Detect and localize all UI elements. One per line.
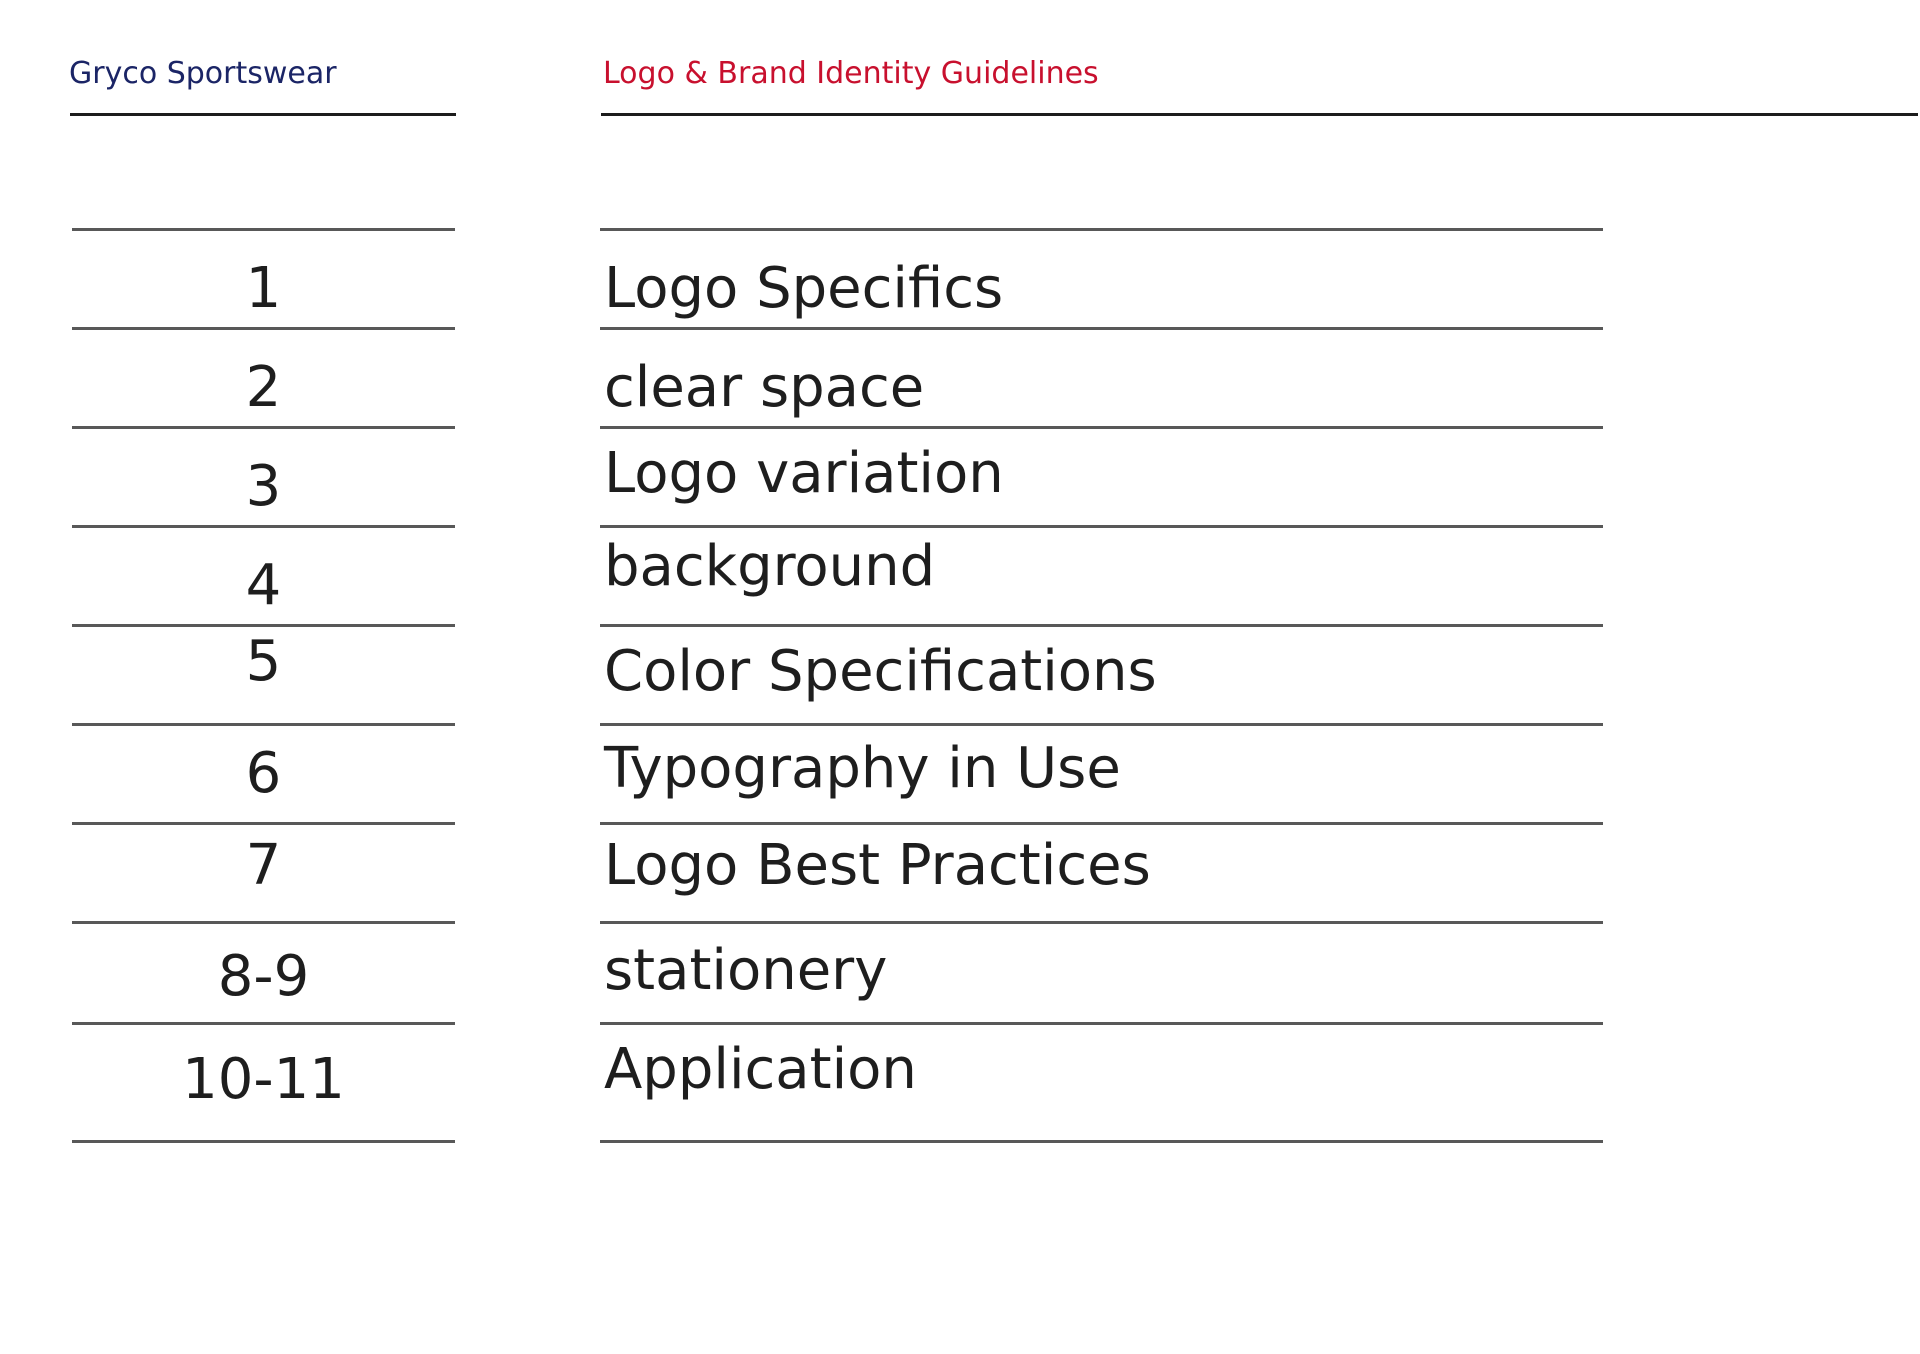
toc-divider <box>72 723 455 726</box>
toc-divider <box>72 1140 455 1143</box>
toc-divider <box>600 723 1603 726</box>
table-of-contents <box>0 228 1920 1140</box>
toc-divider <box>600 624 1603 627</box>
toc-divider <box>600 525 1603 528</box>
toc-divider <box>600 327 1603 330</box>
toc-row <box>0 723 1920 822</box>
toc-row <box>0 525 1920 624</box>
header-divider-left <box>70 113 456 116</box>
toc-divider <box>72 228 455 231</box>
toc-section-title: clear space <box>604 355 925 420</box>
toc-divider <box>600 228 1603 231</box>
toc-section-title: Logo variation <box>604 441 1004 506</box>
toc-divider <box>600 921 1603 924</box>
toc-divider <box>600 1140 1603 1143</box>
toc-page-number: 3 <box>245 454 282 519</box>
toc-page-number: 8-9 <box>217 944 310 1009</box>
brand-name: Gryco Sportswear <box>69 56 337 91</box>
toc-page-number: 5 <box>245 629 282 694</box>
toc-row <box>0 822 1920 921</box>
toc-divider <box>600 426 1603 429</box>
toc-row <box>0 327 1920 426</box>
toc-row <box>0 426 1920 525</box>
toc-page-number: 2 <box>245 355 282 420</box>
document-title: Logo & Brand Identity Guidelines <box>603 56 1099 91</box>
header-divider-right <box>601 113 1918 116</box>
toc-divider <box>72 822 455 825</box>
toc-page-number: 6 <box>245 741 282 806</box>
toc-section-title: Logo Specifics <box>604 256 1004 321</box>
toc-divider <box>72 624 455 627</box>
toc-divider <box>72 426 455 429</box>
toc-row <box>0 228 1920 327</box>
toc-row <box>0 624 1920 723</box>
toc-divider <box>72 327 455 330</box>
toc-divider <box>72 921 455 924</box>
toc-section-title: Color Specifications <box>604 639 1157 704</box>
toc-divider <box>72 1022 455 1025</box>
toc-section-title: Application <box>604 1037 917 1102</box>
toc-row <box>0 1022 1920 1140</box>
toc-page-number: 1 <box>245 256 282 321</box>
toc-divider <box>600 822 1603 825</box>
toc-page-number: 10-11 <box>182 1047 345 1112</box>
toc-page-number: 7 <box>245 833 282 898</box>
toc-section-title: background <box>604 534 936 599</box>
toc-row <box>0 921 1920 1022</box>
toc-section-title: stationery <box>604 938 888 1003</box>
toc-divider <box>600 1022 1603 1025</box>
toc-divider <box>72 525 455 528</box>
toc-section-title: Logo Best Practices <box>604 833 1151 898</box>
toc-section-title: Typography in Use <box>604 736 1121 801</box>
toc-page-number: 4 <box>245 553 282 618</box>
